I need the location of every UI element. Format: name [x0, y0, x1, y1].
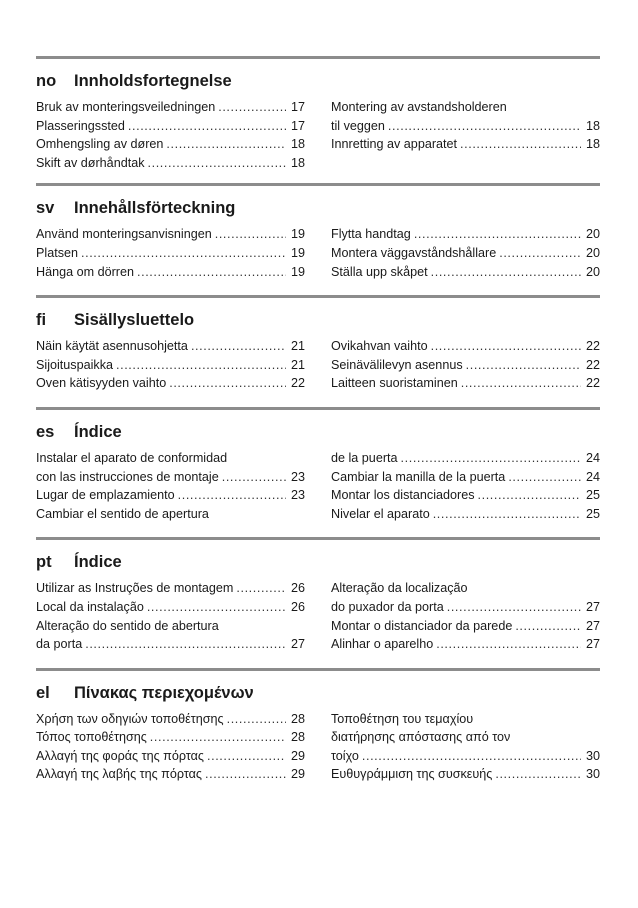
toc-entry[interactable]	[36, 486, 305, 505]
entry-page: 19	[290, 227, 305, 242]
entry-page: 29	[290, 748, 305, 763]
entry-page: 20	[585, 245, 600, 260]
toc-section-el	[36, 668, 600, 784]
entry-text: Laitteen suoristaminen	[331, 376, 458, 391]
toc-column-right	[331, 449, 600, 523]
toc-entry[interactable]	[36, 747, 305, 766]
section-title: Innholdsfortegnelse	[74, 72, 232, 90]
toc-entry[interactable]	[331, 598, 600, 617]
entry-text: Ställa upp skåpet	[331, 264, 428, 279]
entry-text: Local da instalação	[36, 599, 144, 614]
entry-text: Omhengsling av døren	[36, 137, 164, 152]
entry-text: Cambiar la manilla de la puerta	[331, 469, 506, 484]
toc-entry[interactable]	[331, 225, 600, 244]
section-heading	[36, 418, 600, 446]
entry-text: Τοποθέτηση του τεμαχίου	[331, 711, 474, 726]
entry-text: Χρήση των οδηγιών τοποθέτησης	[36, 711, 224, 726]
toc-entry[interactable]	[331, 374, 600, 393]
entry-page: 18	[585, 118, 600, 133]
toc-entry[interactable]	[331, 765, 600, 784]
toc-column-right	[331, 710, 600, 784]
entry-text: Flytta handtag	[331, 227, 411, 242]
section-heading	[36, 67, 600, 95]
entry-page: 21	[290, 339, 305, 354]
entry-text: Αλλαγή της λαβής της πόρτας	[36, 767, 203, 782]
language-code: fi	[36, 311, 47, 330]
toc-entry[interactable]	[36, 225, 305, 244]
toc-column-left	[36, 337, 305, 393]
entry-text: τοίχο	[331, 748, 359, 763]
toc-entry[interactable]	[331, 263, 600, 282]
toc-entry[interactable]	[36, 710, 305, 729]
entry-page: 25	[585, 488, 600, 503]
toc-entry-continued	[331, 710, 600, 729]
entry-text: Cambiar el sentido de apertura	[36, 506, 209, 521]
language-code: el	[36, 683, 50, 702]
entry-text: de la puerta	[331, 450, 398, 465]
section-heading	[36, 679, 600, 707]
toc-entry[interactable]	[36, 374, 305, 393]
entry-page: 27	[585, 599, 600, 614]
entry-page: 17	[290, 118, 305, 133]
entry-page: 28	[290, 711, 305, 726]
entry-page: 22	[585, 357, 600, 372]
toc-entry[interactable]	[36, 244, 305, 263]
entry-text: Αλλαγή της φοράς της πόρτας	[36, 748, 204, 763]
toc-entry[interactable]	[36, 598, 305, 617]
entry-text: Τόπος τοποθέτησης	[36, 730, 147, 745]
toc-column-right	[331, 337, 600, 393]
language-code: es	[36, 422, 55, 441]
entry-page: 26	[290, 599, 305, 614]
entry-page: 22	[585, 339, 600, 354]
toc-entry[interactable]	[36, 154, 305, 173]
toc-column-left	[36, 579, 305, 653]
entry-text: Innretting av apparatet	[331, 137, 458, 152]
entry-text: Ευθυγράμμιση της συσκευής	[331, 767, 493, 782]
section-title: Índice	[74, 553, 122, 572]
language-code: no	[36, 72, 57, 90]
toc-entry[interactable]	[36, 765, 305, 784]
toc-entry[interactable]	[331, 635, 600, 654]
toc-entry[interactable]	[331, 135, 600, 154]
toc-column-left	[36, 225, 305, 281]
entry-text: Alteração do sentido de abertura	[36, 618, 219, 633]
entry-page: 21	[290, 357, 305, 372]
toc-column-left	[36, 710, 305, 784]
entry-text: Utilizar as Instruções de montagem	[36, 581, 234, 596]
section-heading	[36, 548, 600, 576]
entry-page: 19	[290, 264, 305, 279]
toc-entry[interactable]	[36, 579, 305, 598]
toc-entry[interactable]	[331, 449, 600, 468]
entry-text: Sijoituspaikka	[36, 357, 114, 372]
entry-page: 27	[290, 637, 305, 652]
toc-entry[interactable]	[331, 337, 600, 356]
entry-text: Nivelar el aparato	[331, 506, 430, 521]
entry-text: Bruk av monteringsveiledningen	[36, 100, 216, 114]
entry-text: Montering av avstandsholderen	[331, 100, 507, 114]
entry-page: 18	[290, 137, 305, 152]
section-heading	[36, 306, 600, 334]
toc-entry-continued	[36, 617, 305, 636]
entry-text: Näin käytät asennusohjetta	[36, 339, 188, 354]
toc-entry[interactable]	[331, 468, 600, 487]
entry-text: Alinhar o aparelho	[331, 637, 434, 652]
toc-entry-continued	[331, 579, 600, 598]
section-title: Innehållsförteckning	[74, 199, 236, 218]
entry-text: con las instrucciones de montaje	[36, 469, 219, 484]
entry-page: 17	[290, 100, 305, 114]
entry-page: 18	[585, 137, 600, 152]
toc-entry[interactable]	[331, 356, 600, 375]
entry-text: Seinävälilevyn asennus	[331, 357, 463, 372]
toc-section-no	[36, 56, 600, 183]
toc-column-right	[331, 98, 600, 172]
toc-entry[interactable]	[331, 747, 600, 766]
toc-entry[interactable]	[331, 617, 600, 636]
entry-text: Skift av dørhåndtak	[36, 155, 145, 170]
entry-text: do puxador da porta	[331, 599, 444, 614]
toc-section-pt	[36, 537, 600, 667]
toc-entry[interactable]	[36, 135, 305, 154]
toc-entry-continued	[36, 505, 305, 524]
entry-page: 25	[585, 506, 600, 521]
entry-page: 29	[290, 767, 305, 782]
toc-entry[interactable]	[36, 117, 305, 136]
entry-page: 27	[585, 637, 600, 652]
section-title: Sisällysluettelo	[74, 311, 195, 330]
toc-section-es	[36, 407, 600, 537]
toc-entry-continued	[331, 98, 600, 117]
toc-section-fi	[36, 295, 600, 407]
toc-section-sv	[36, 183, 600, 295]
entry-text: da porta	[36, 637, 83, 652]
toc-column-left	[36, 98, 305, 172]
toc-entry[interactable]	[36, 337, 305, 356]
entry-page: 26	[290, 581, 305, 596]
section-heading	[36, 194, 600, 222]
toc-entry-continued	[331, 728, 600, 747]
section-title: Índice	[74, 422, 122, 441]
toc-column-right	[331, 579, 600, 653]
toc-entry[interactable]	[331, 244, 600, 263]
entry-text: til veggen	[331, 118, 385, 133]
entry-text: Montar los distanciadores	[331, 488, 475, 503]
entry-text: Montera väggavståndshållare	[331, 245, 497, 260]
entry-page: 18	[290, 155, 305, 170]
entry-page: 23	[290, 469, 305, 484]
entry-text: Hänga om dörren	[36, 264, 135, 279]
entry-text: διατήρησης απόστασης από τον	[331, 730, 511, 745]
table-of-contents	[36, 56, 600, 784]
language-code: pt	[36, 553, 52, 572]
entry-text: Alteração da localização	[331, 581, 468, 596]
entry-page: 30	[585, 767, 600, 782]
language-code: sv	[36, 199, 55, 218]
entry-page: 19	[290, 245, 305, 260]
entry-text: Lugar de emplazamiento	[36, 488, 175, 503]
toc-entry[interactable]	[36, 356, 305, 375]
entry-page: 22	[585, 376, 600, 391]
entry-page: 24	[585, 469, 600, 484]
entry-page: 24	[585, 450, 600, 465]
toc-column-left	[36, 449, 305, 523]
toc-entry[interactable]	[36, 728, 305, 747]
toc-entry[interactable]	[331, 117, 600, 136]
entry-text: Oven kätisyyden vaihto	[36, 376, 167, 391]
entry-page: 23	[290, 488, 305, 503]
toc-entry[interactable]	[36, 635, 305, 654]
entry-text: Ovikahvan vaihto	[331, 339, 428, 354]
entry-page: 27	[585, 618, 600, 633]
entry-page: 20	[585, 264, 600, 279]
entry-text: Instalar el aparato de conformidad	[36, 450, 228, 465]
toc-entry[interactable]	[36, 263, 305, 282]
toc-entry[interactable]	[36, 98, 305, 117]
entry-page: 20	[585, 227, 600, 242]
toc-entry[interactable]	[331, 505, 600, 524]
section-title: Πίνακας περιεχομένων	[74, 683, 254, 702]
entry-page: 28	[290, 730, 305, 745]
toc-entry[interactable]	[36, 468, 305, 487]
entry-page: 30	[585, 748, 600, 763]
toc-entry-continued	[36, 449, 305, 468]
entry-text: Använd monteringsanvisningen	[36, 227, 212, 242]
entry-text: Montar o distanciador da parede	[331, 618, 513, 633]
entry-text: Plasseringssted	[36, 118, 125, 133]
entry-text: Platsen	[36, 245, 79, 260]
entry-page: 22	[290, 376, 305, 391]
toc-column-right	[331, 225, 600, 281]
toc-entry[interactable]	[331, 486, 600, 505]
